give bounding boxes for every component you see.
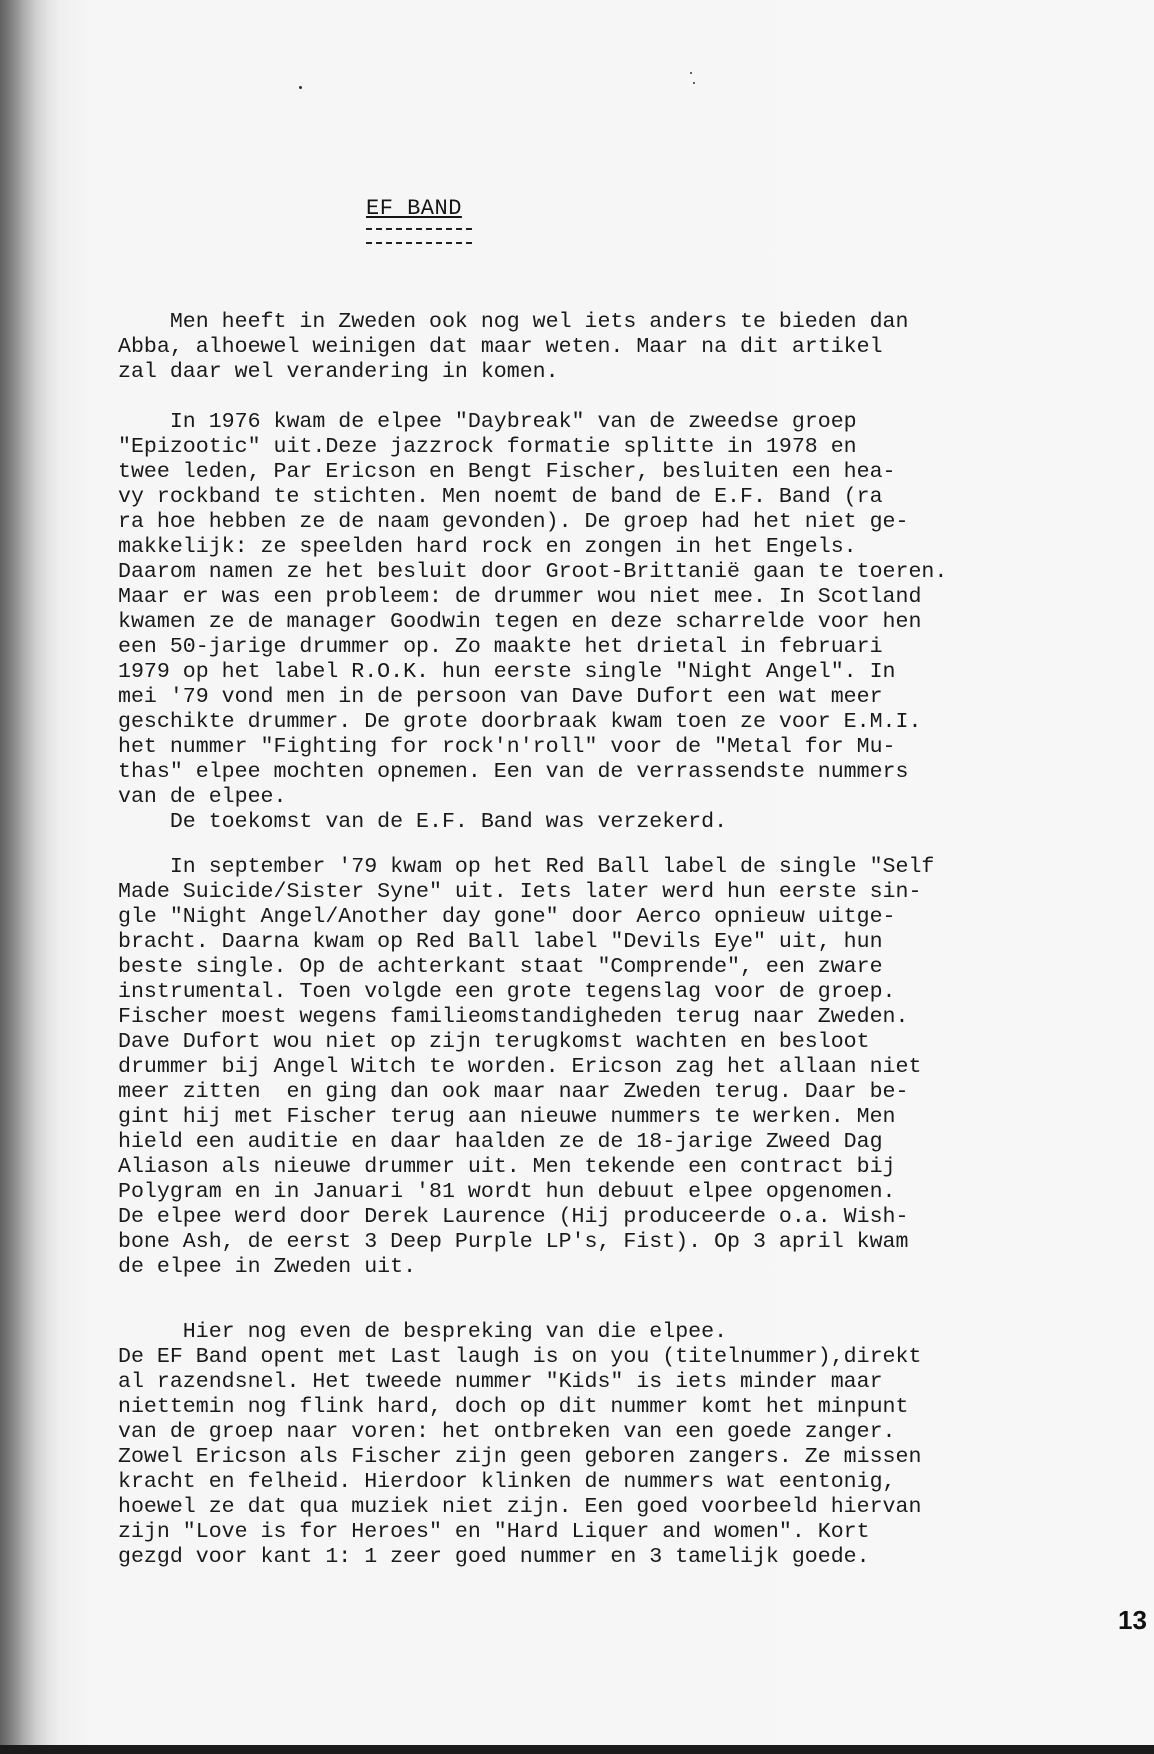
ink-speck [690,72,692,74]
page-number: 13 [1118,1605,1147,1635]
paragraph-review: Hier nog even de bespreking van die elpee. De EF Band opent met Last laugh is on you (titelnummer),direkt al razendsnel. Het tweede nummer "Kids" is iets minder maar niettemin nog flink hard, doch op dit nummer komt het minpunt van de groep naar voren: het ontbreken van een goede zanger. Zowel Ericson als Fischer zijn geen geboren zangers. Ze missen kracht en felheid. Hierdoor klinken de nummers wat eentonig, hoewel ze dat qua muziek niet zijn. Een goed voorbeeld hiervan zijn "Love is for Heroes" en "Hard Liquer and women". Kort gezgd voor kant 1: 1 zeer goed nummer en 3 tamelijk goede. [118,1320,922,1569]
title-underline [366,228,472,244]
ink-speck [693,82,695,84]
scan-bottom-edge [0,1745,1154,1754]
paragraph-intro: Men heeft in Zweden ook nog wel iets anders te bieden dan Abba, alhoewel weinigen dat maar weten. Maar na dit artikel zal daar wel verandering in komen. [118,310,909,384]
paragraph-singles: In september '79 kwam op het Red Ball label de single "Self Made Suicide/Sister Syne" uit. Iets later werd hun eerste sin- gle "Night Angel/Another day gone" door Aerco opnieuw uitge- bracht. Daarna kwam op Red Ball label "Devils Eye" uit, hun beste single. Op de achterkant staat "Comprende", een zware instrumental. Toen volgde een grote tegenslag voor de groep. Fischer moest wegens familieomstandigheden terug naar Zweden. Dave Dufort wou niet op zijn terugkomst wachten en besloot drummer bij Angel Witch te worden. Ericson zag het allaan niet meer zitten en ging dan ook maar naar Zweden terug. Daar be- gint hij met Fischer terug aan nieuwe nummers te werken. Men hield een auditie en daar haalden ze de 18-jarige Zweed Dag Aliason als nieuwe drummer uit. Men tekende een contract bij Polygram en in Januari '81 wordt hun debuut elpee opgenomen. De elpee werd door Derek Laurence (Hij produceerde o.a. Wish- bone Ash, de eerst 3 Deep Purple LP's, Fist). Op 3 april kwam de elpee in Zweden uit. [118,855,935,1279]
ink-speck [299,86,302,89]
article-title: EF BAND [366,196,462,221]
paragraph-history: In 1976 kwam de elpee "Daybreak" van de zweedse groep "Epizootic" uit.Deze jazzrock formatie splitte in 1978 en twee leden, Par Ericson en Bengt Fischer, besluiten een hea- vy rockband te stichten. Men noemt de band de E.F. Band (ra ra hoe hebben ze de naam gevonden). De groep had het niet ge- makkelijk: ze speelden hard rock en zongen in het Engels. Daarom namen ze het besluit door Groot-Brittanië gaan te toeren. Maar er was een probleem: de drummer wou niet mee. In Scotland kwamen ze de manager Goodwin tegen en deze scharrelde voor hen een 50-jarige drummer op. Zo maakte het drietal in februari 1979 op het label R.O.K. hun eerste single "Night Angel". In mei '79 vond men in de persoon van Dave Dufort een wat meer geschikte drummer. De grote doorbraak kwam toen ze voor E.M.I. het nummer "Fighting for rock'n'roll" voor de "Metal for Mu- thas" elpee mochten opnemen. Een van de verrassendste nummers van de elpee. De toekomst van de E.F. Band was verzekerd. [118,410,948,834]
binding-shadow [0,0,60,1745]
